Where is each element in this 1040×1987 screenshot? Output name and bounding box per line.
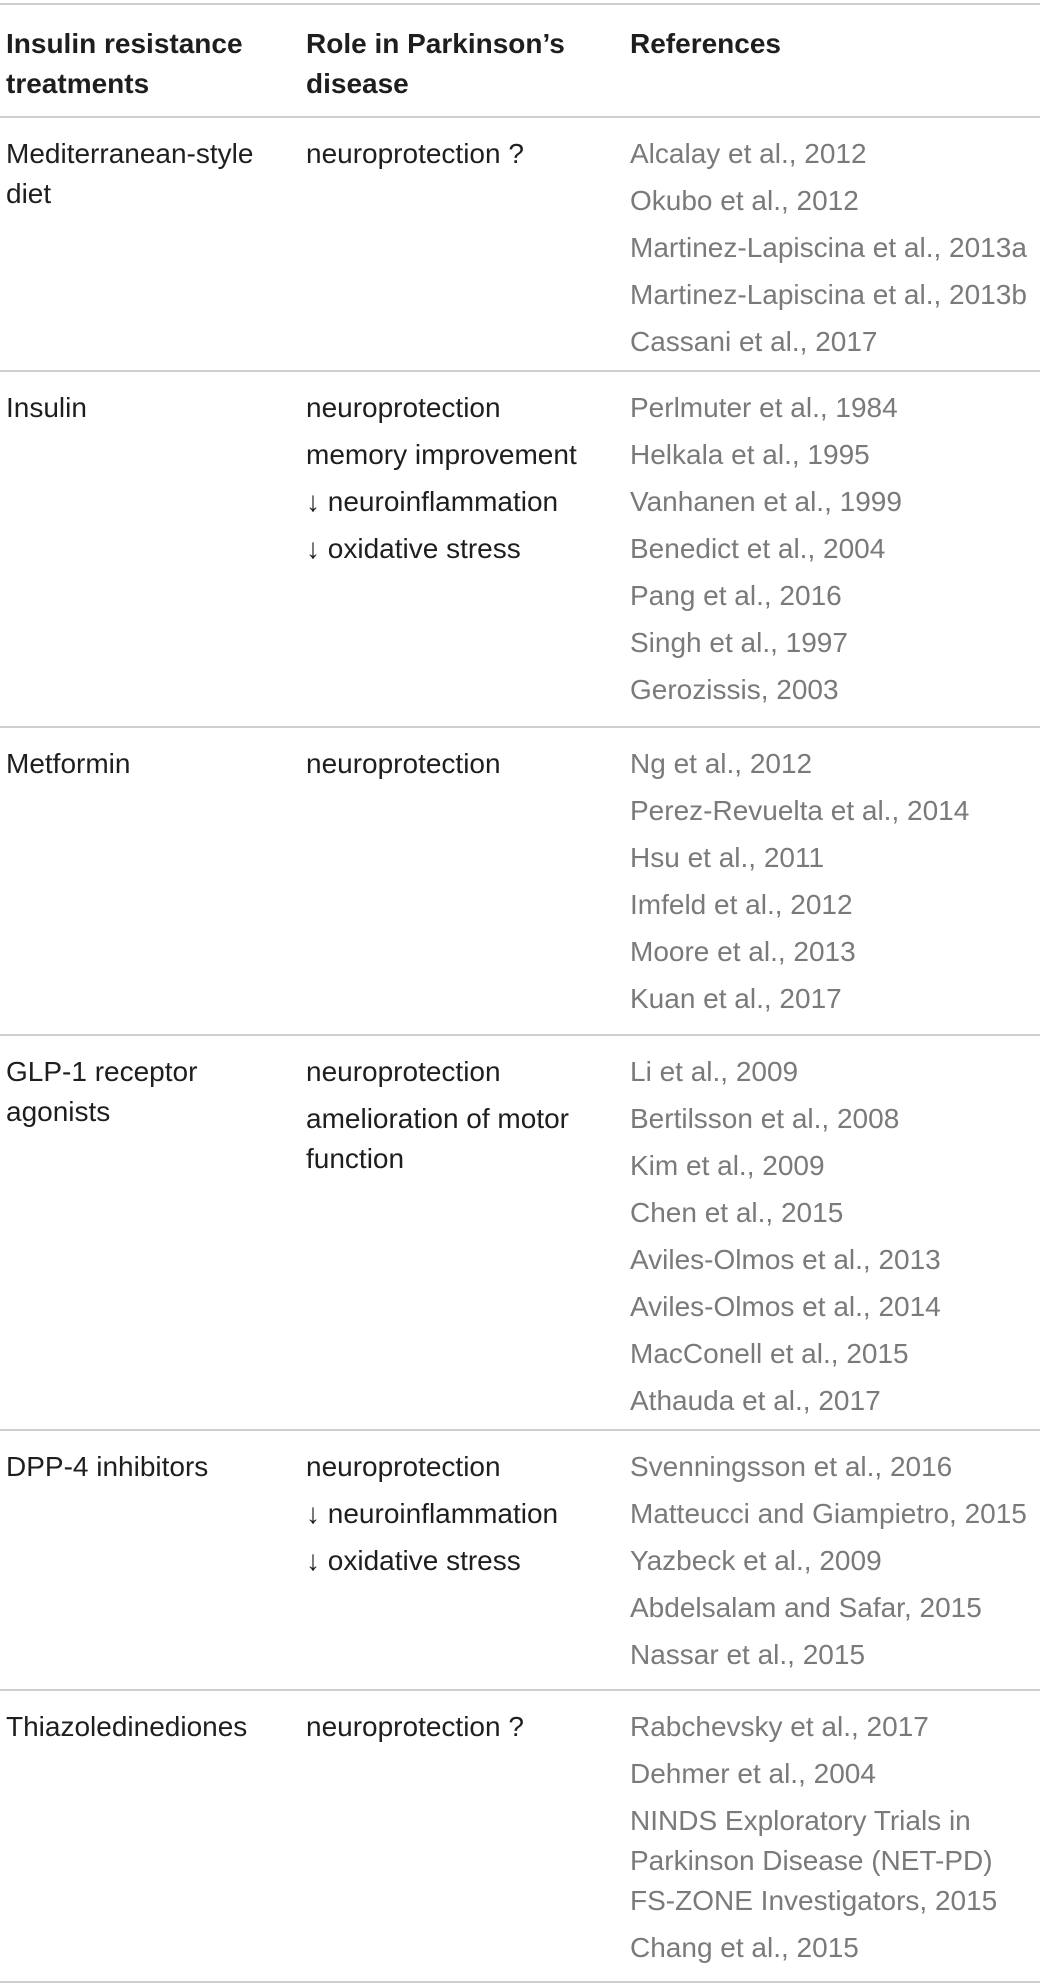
references-cell — [630, 134, 1040, 369]
reference-item: Aviles-Olmos et al., 2013 — [630, 1244, 941, 1275]
table-row — [0, 1429, 1040, 1689]
references-cell — [630, 388, 1040, 717]
role-cell — [306, 134, 626, 181]
reference-item: Ng et al., 2012 — [630, 748, 813, 779]
role-line: neuroprotection — [306, 1451, 501, 1482]
treatment-cell: Mediterranean-style diet — [6, 138, 254, 209]
reference-item: NINDS Exploratory Trials in Parkinson Disease (NET-PD) FS-ZONE Investigators, 2015 — [630, 1805, 998, 1916]
header-references: References — [630, 28, 781, 59]
reference-item: Okubo et al., 2012 — [630, 185, 859, 216]
table-row — [0, 726, 1040, 1034]
reference-item: Kuan et al., 2017 — [630, 983, 842, 1014]
table-row — [0, 1689, 1040, 1981]
table-row — [0, 1034, 1040, 1429]
role-line: memory improvement — [306, 439, 577, 470]
reference-item: Imfeld et al., 2012 — [630, 889, 853, 920]
role-line: neuroprotection — [306, 748, 501, 779]
reference-item: Perez-Revuelta et al., 2014 — [630, 795, 970, 826]
reference-item: Singh et al., 1997 — [630, 627, 848, 658]
reference-item: Li et al., 2009 — [630, 1056, 799, 1087]
role-line: ↓ oxidative stress — [306, 1545, 521, 1576]
role-line: ↓ neuroinflammation — [306, 1498, 559, 1529]
reference-item: Alcalay et al., 2012 — [630, 138, 867, 169]
role-line: neuroprotection — [306, 1056, 501, 1087]
role-cell — [306, 1447, 626, 1588]
references-cell — [630, 1707, 1040, 1975]
reference-item: Athauda et al., 2017 — [630, 1385, 881, 1416]
reference-item: Martinez-Lapiscina et al., 2013a — [630, 232, 1027, 263]
reference-item: Bertilsson et al., 2008 — [630, 1103, 900, 1134]
header-role: Role in Parkinson’s disease — [306, 28, 565, 99]
treatment-cell: GLP-1 receptor agonists — [6, 1056, 198, 1127]
table-header — [0, 0, 1040, 116]
reference-item: Cassani et al., 2017 — [630, 326, 878, 357]
table-row — [0, 116, 1040, 370]
table-bottom-rule — [0, 1981, 1040, 1983]
reference-item: Moore et al., 2013 — [630, 936, 856, 967]
table-row — [0, 370, 1040, 726]
reference-item: Rabchevsky et al., 2017 — [630, 1711, 929, 1742]
references-cell — [630, 1447, 1040, 1682]
reference-item: Martinez-Lapiscina et al., 2013b — [630, 279, 1027, 310]
treatment-cell: Thiazoledinediones — [6, 1711, 248, 1742]
reference-item: Perlmuter et al., 1984 — [630, 392, 898, 423]
reference-item: Vanhanen et al., 1999 — [630, 486, 902, 517]
header-treatments: Insulin resistance treatments — [6, 28, 243, 99]
reference-item: Kim et al., 2009 — [630, 1150, 825, 1181]
role-line: neuroprotection ? — [306, 138, 524, 169]
role-line: amelioration of motor function — [306, 1103, 570, 1174]
reference-item: Pang et al., 2016 — [630, 580, 842, 611]
reference-item: Matteucci and Giampietro, 2015 — [630, 1498, 1027, 1529]
reference-item: Gerozissis, 2003 — [630, 674, 839, 705]
reference-item: MacConell et al., 2015 — [630, 1338, 909, 1369]
role-line: ↓ neuroinflammation — [306, 486, 559, 517]
role-cell — [306, 1707, 626, 1754]
reference-item: Abdelsalam and Safar, 2015 — [630, 1592, 982, 1623]
reference-item: Benedict et al., 2004 — [630, 533, 886, 564]
role-cell — [306, 1052, 626, 1186]
role-cell — [306, 744, 626, 791]
role-line: neuroprotection ? — [306, 1711, 524, 1742]
reference-item: Svenningsson et al., 2016 — [630, 1451, 953, 1482]
reference-item: Chang et al., 2015 — [630, 1932, 859, 1963]
treatment-cell: Metformin — [6, 748, 131, 779]
treatment-cell: DPP-4 inhibitors — [6, 1451, 209, 1482]
references-cell — [630, 1052, 1040, 1428]
references-cell — [630, 744, 1040, 1026]
treatment-cell: Insulin — [6, 392, 87, 423]
reference-item: Chen et al., 2015 — [630, 1197, 844, 1228]
role-line: neuroprotection — [306, 392, 501, 423]
role-cell — [306, 388, 626, 576]
reference-item: Hsu et al., 2011 — [630, 842, 825, 873]
reference-item: Helkala et al., 1995 — [630, 439, 870, 470]
reference-item: Dehmer et al., 2004 — [630, 1758, 876, 1789]
reference-item: Nassar et al., 2015 — [630, 1639, 866, 1670]
role-line: ↓ oxidative stress — [306, 533, 521, 564]
reference-item: Aviles-Olmos et al., 2014 — [630, 1291, 941, 1322]
reference-item: Yazbeck et al., 2009 — [630, 1545, 882, 1576]
